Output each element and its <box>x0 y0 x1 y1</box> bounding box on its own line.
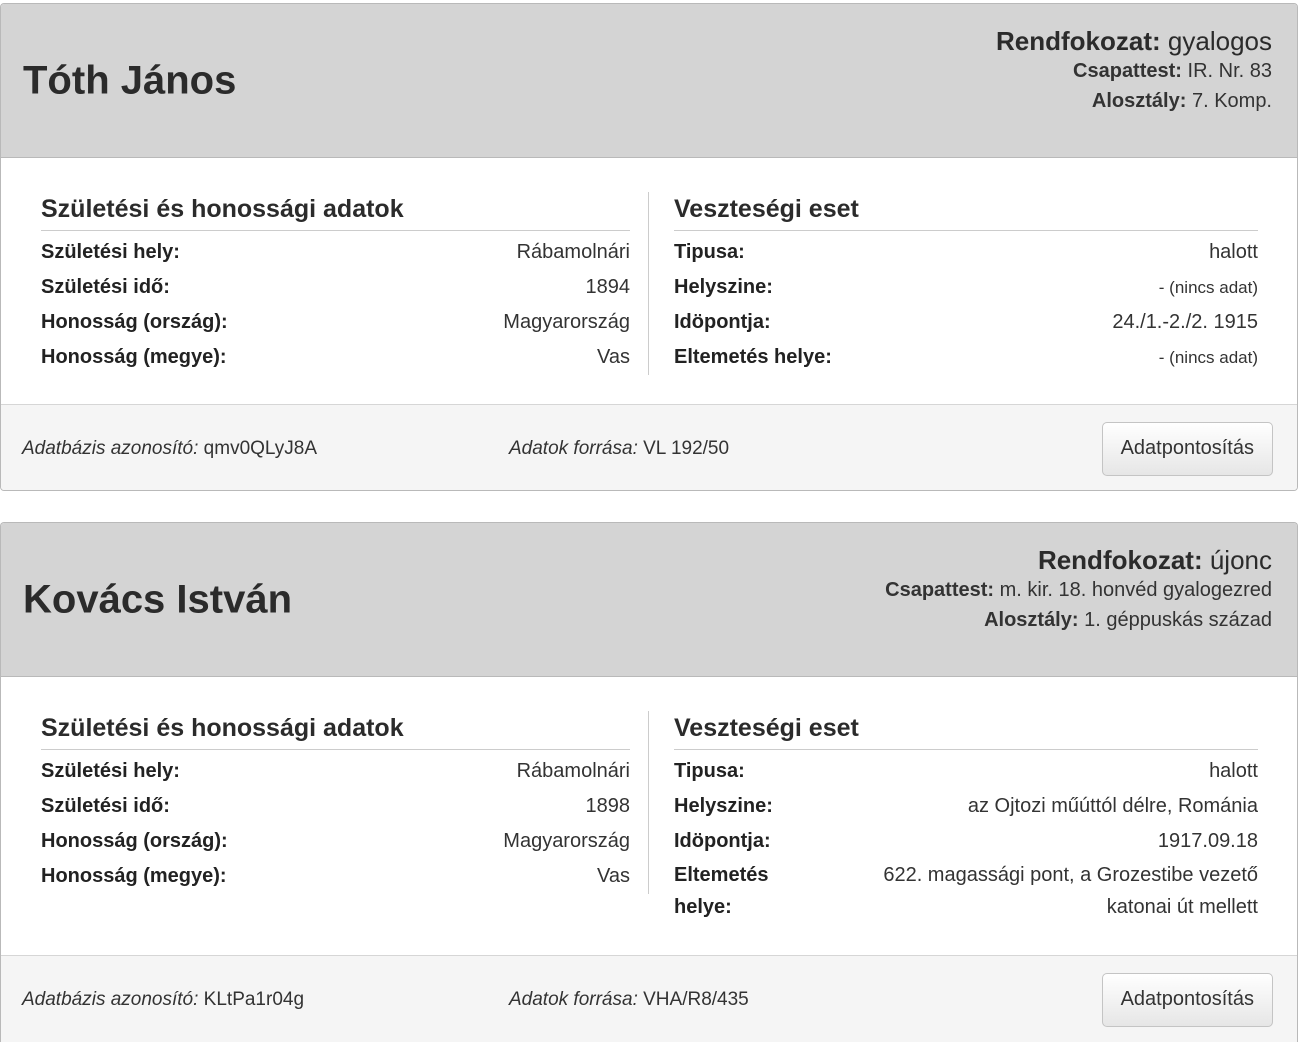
birth-date-value: 1894 <box>585 276 630 298</box>
loss-section-title: Veszteségi eset <box>674 192 1258 231</box>
birth-place-value: Rábamolnári <box>516 241 630 263</box>
loss-section <box>674 192 1258 375</box>
citizenship-county-label: Honosság (megye): <box>41 865 227 887</box>
birth-section-title: Születési és honossági adatok <box>41 192 630 231</box>
loss-type-label: Tipusa: <box>674 241 745 263</box>
loss-type-value: halott <box>1209 241 1258 263</box>
database-id-value: qmv0QLyJ8A <box>203 437 318 459</box>
loss-place-label: Helyszine: <box>674 276 773 298</box>
loss-date-label: Idöpontja: <box>674 311 771 333</box>
loss-row <box>674 754 1258 789</box>
citizenship-country-label: Honosság (ország): <box>41 311 228 333</box>
loss-section-title: Veszteségi eset <box>674 711 1258 750</box>
birth-row <box>41 235 630 270</box>
birth-section-title: Születési és honossági adatok <box>41 711 630 750</box>
rank-line <box>996 26 1272 56</box>
subunit-value: 7. Komp. <box>1191 90 1272 112</box>
soldier-record-card <box>0 522 1298 1042</box>
subunit-line <box>885 605 1272 635</box>
rank-value: újonc <box>1209 545 1272 575</box>
birth-date-label: Születési idő: <box>41 795 170 817</box>
birth-section <box>41 711 649 894</box>
data-source <box>509 438 729 460</box>
citizenship-country-label: Honosság (ország): <box>41 830 228 852</box>
unit-line <box>885 575 1272 605</box>
data-correction-button[interactable]: Adatpontosítás <box>1102 973 1273 1027</box>
citizenship-country-value: Magyarország <box>503 311 630 333</box>
birth-row <box>41 789 630 824</box>
rank-label: Rendfokozat: <box>996 26 1161 56</box>
database-id <box>22 989 304 1011</box>
birth-date-label: Születési idő: <box>41 276 170 298</box>
birth-row <box>41 754 630 789</box>
soldier-name: Kovács István <box>23 577 293 621</box>
loss-row <box>674 235 1258 270</box>
burial-place-label: Eltemetés helye: <box>674 346 832 368</box>
record-body <box>1 158 1297 404</box>
loss-section <box>674 711 1258 923</box>
birth-row <box>41 340 630 375</box>
birth-place-value: Rábamolnári <box>516 760 630 782</box>
birth-row <box>41 305 630 340</box>
loss-place-value: - (nincs adat) <box>1158 278 1258 297</box>
birth-row <box>41 859 630 894</box>
rank-line <box>885 545 1272 575</box>
loss-row <box>674 340 1258 375</box>
burial-place-label: Eltemetés helye: <box>674 864 769 918</box>
loss-row <box>674 305 1258 340</box>
rank-value: gyalogos <box>1167 26 1272 56</box>
database-id <box>22 438 317 460</box>
citizenship-county-label: Honosság (megye): <box>41 346 227 368</box>
soldier-record-card <box>0 3 1298 491</box>
record-body <box>1 677 1297 955</box>
burial-place-value: 622. magassági pont, a Grozestibe vezető katonai út mellett <box>883 864 1258 918</box>
loss-type-value: halott <box>1209 760 1258 782</box>
subunit-line <box>996 86 1272 116</box>
record-header <box>1 523 1297 677</box>
unit-value: IR. Nr. 83 <box>1187 60 1272 82</box>
subunit-label: Alosztály: <box>1091 90 1187 112</box>
data-source-value: VHA/R8/435 <box>643 988 749 1010</box>
loss-row <box>674 789 1258 824</box>
loss-type-label: Tipusa: <box>674 760 745 782</box>
loss-row <box>674 270 1258 305</box>
unit-value: m. kir. 18. honvéd gyalogezred <box>999 579 1272 601</box>
record-footer <box>1 404 1297 491</box>
citizenship-country-value: Magyarország <box>503 830 630 852</box>
rank-label: Rendfokozat: <box>1037 545 1203 575</box>
loss-date-label: Idöpontja: <box>674 830 771 852</box>
citizenship-county-value: Vas <box>597 865 630 887</box>
loss-place-value: az Ojtozi műúttól délre, Románia <box>967 795 1258 817</box>
loss-row <box>674 859 1258 923</box>
birth-section <box>41 192 649 375</box>
data-source-label: Adatok forrása: <box>509 437 638 459</box>
soldier-name: Tóth János <box>23 58 237 102</box>
database-id-value: KLtPa1r04g <box>203 988 305 1010</box>
data-correction-button[interactable]: Adatpontosítás <box>1102 422 1273 476</box>
citizenship-county-value: Vas <box>597 346 630 368</box>
loss-place-label: Helyszine: <box>674 795 773 817</box>
birth-date-value: 1898 <box>585 795 630 817</box>
birth-place-label: Születési hely: <box>41 760 180 782</box>
data-source <box>509 989 749 1011</box>
rank-block <box>885 545 1272 635</box>
data-source-value: VL 192/50 <box>643 437 730 459</box>
loss-date-value: 24./1.-2./2. 1915 <box>1112 311 1258 333</box>
birth-row <box>41 824 630 859</box>
loss-date-value: 1917.09.18 <box>1157 830 1258 852</box>
unit-label: Csapattest: <box>885 579 995 601</box>
subunit-value: 1. géppuskás század <box>1084 609 1272 631</box>
unit-label: Csapattest: <box>1073 60 1182 82</box>
unit-line <box>996 56 1272 86</box>
birth-place-label: Születési hely: <box>41 241 180 263</box>
birth-row <box>41 270 630 305</box>
rank-block <box>996 26 1272 116</box>
burial-place-value: - (nincs adat) <box>1158 348 1258 367</box>
loss-row <box>674 824 1258 859</box>
data-source-label: Adatok forrása: <box>509 988 638 1010</box>
record-header <box>1 4 1297 158</box>
database-id-label: Adatbázis azonosító: <box>22 437 199 459</box>
record-footer <box>1 955 1297 1042</box>
database-id-label: Adatbázis azonosító: <box>22 988 199 1010</box>
subunit-label: Alosztály: <box>984 609 1079 631</box>
